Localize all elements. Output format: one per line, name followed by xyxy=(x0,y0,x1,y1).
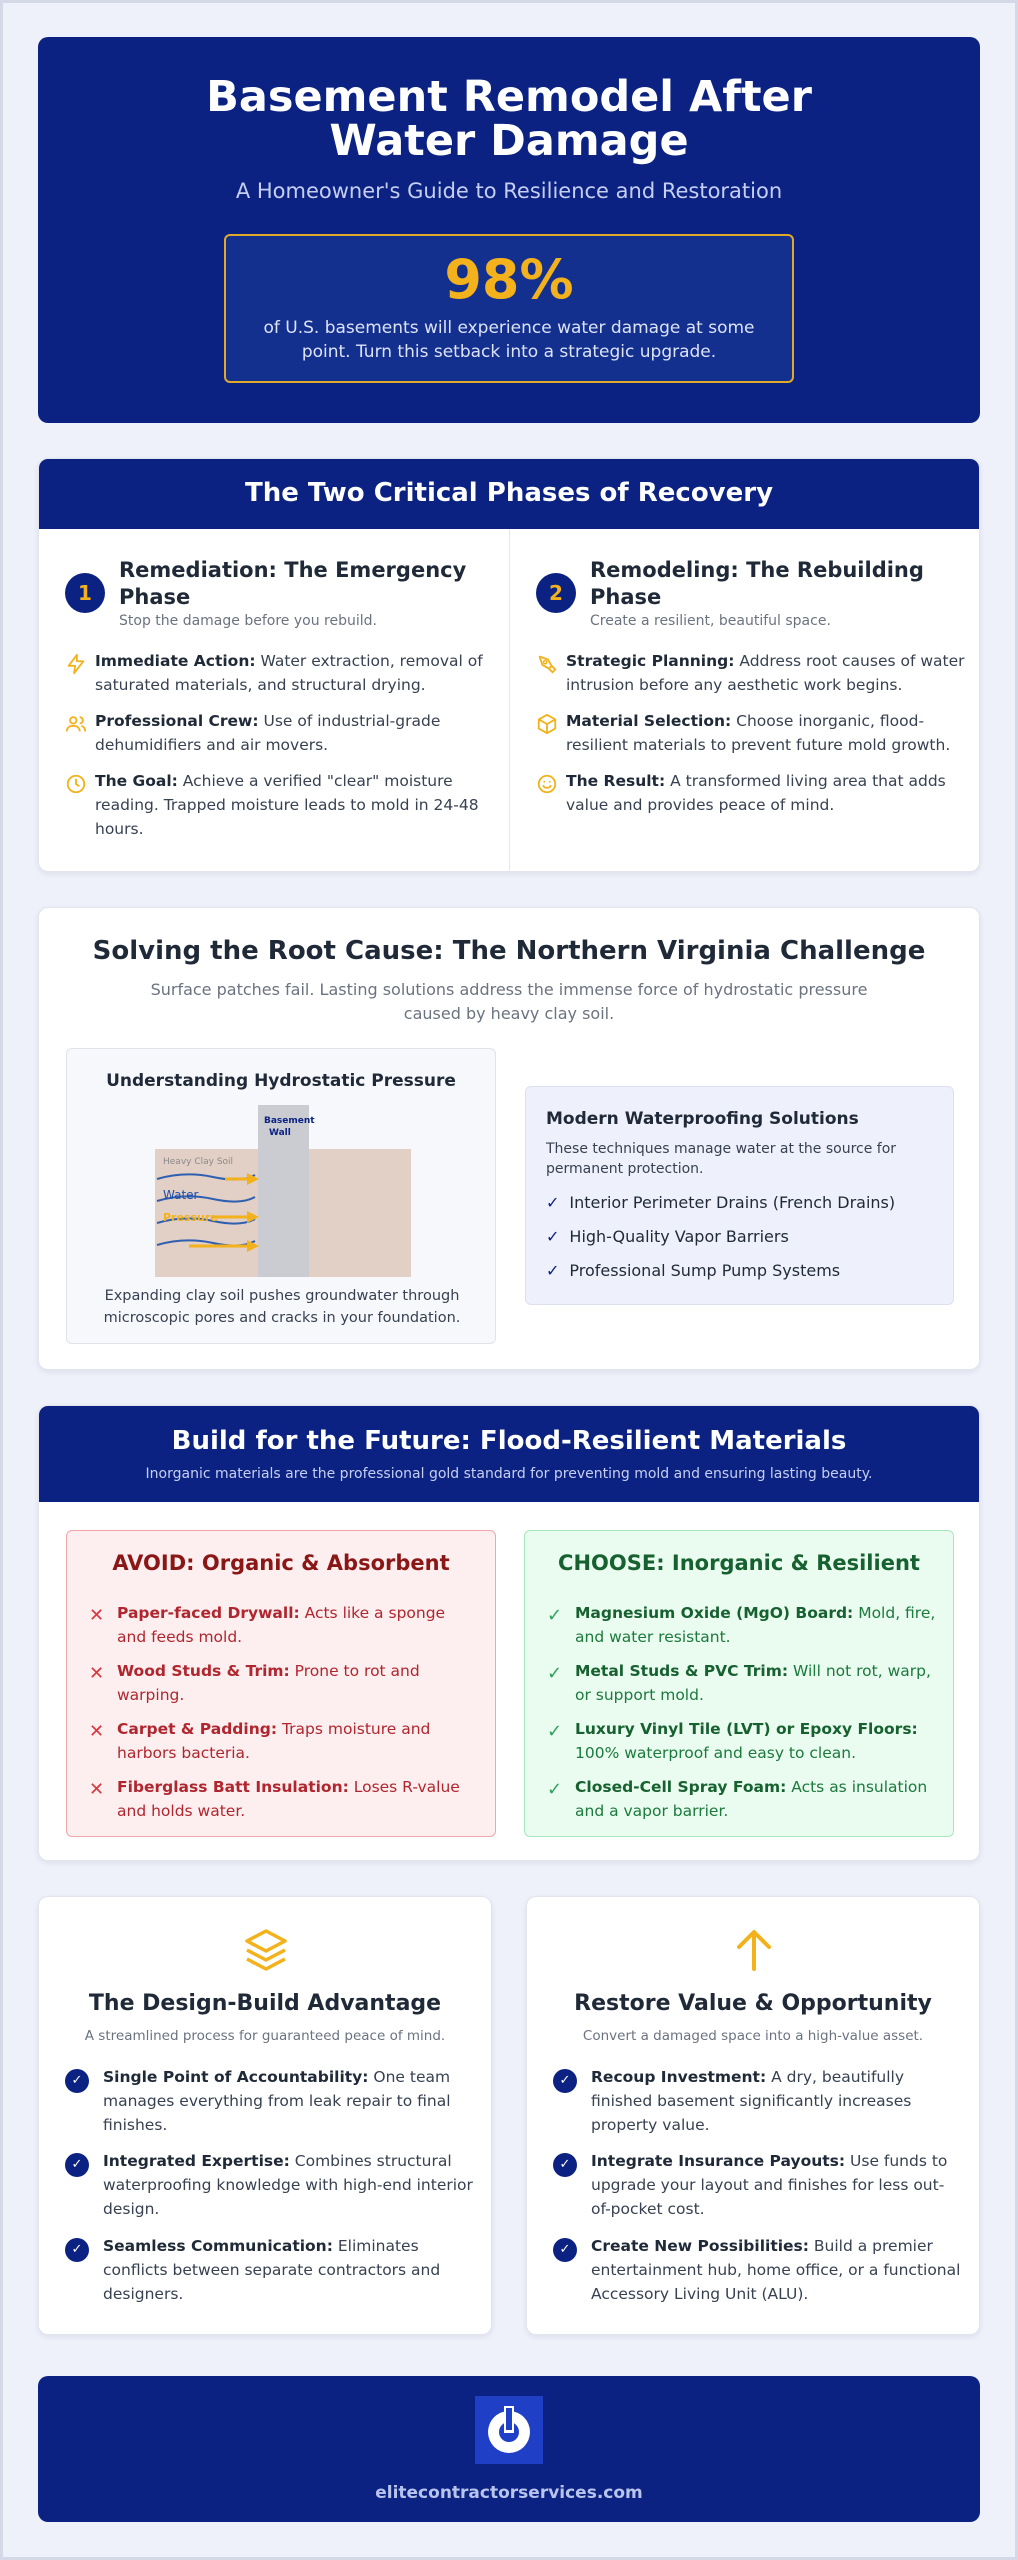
check-icon: ✓ xyxy=(546,1227,560,1246)
page-title: Basement Remodel After Water Damage xyxy=(206,72,812,166)
choose-materials-box xyxy=(524,1530,954,1837)
materials-subtitle: Inorganic materials are the professional gold standard for preventing mold and ensuring lasting beauty. xyxy=(145,1466,873,1482)
page-subtitle: A Homeowner's Guide to Resilience and Restoration xyxy=(235,179,783,203)
avoid-item: Carpet & Padding: Traps moisture and harbors bacteria. xyxy=(117,1720,431,1762)
stat-callout xyxy=(224,234,794,383)
hydrostatic-diagram xyxy=(155,1105,411,1277)
avoid-item: Fiberglass Batt Insulation: Loses R-value and holds water. xyxy=(117,1778,460,1820)
hydrostatic-panel xyxy=(66,1048,496,1344)
phase-number-badge: 2 xyxy=(536,573,576,613)
design-build-card xyxy=(38,1896,492,2335)
phases-header xyxy=(39,459,979,529)
check-icon: ✓ xyxy=(547,1721,563,1742)
solutions-description: These techniques manage water at the source for permanent protection. xyxy=(546,1141,897,1177)
choose-title: CHOOSE: Inorganic & Resilient xyxy=(558,1551,920,1575)
phase-bullet: The Goal: Achieve a verified "clear" moisture reading. Trapped moisture leads to mold in 24-48 hours. xyxy=(95,772,479,838)
footer xyxy=(38,2376,980,2522)
hydrostatic-title: Understanding Hydrostatic Pressure xyxy=(106,1071,456,1091)
phase-title: Remediation: The Emergency Phase xyxy=(119,558,467,609)
smile-icon xyxy=(536,773,558,795)
check-circle-icon: ✓ xyxy=(65,2238,89,2262)
check-circle-icon: ✓ xyxy=(65,2069,89,2093)
phase-bullet: Immediate Action: Water extraction, removal of saturated materials, and structural drying. xyxy=(95,652,483,694)
stat-description: of U.S. basements will experience water damage at some point. Turn this setback into a strategic upgrade. xyxy=(263,318,755,362)
materials-title: Build for the Future: Flood-Resilient Materials xyxy=(171,1426,847,1456)
check-circle-icon: ✓ xyxy=(553,2153,577,2177)
avoid-item: Wood Studs & Trim: Prone to rot and warping. xyxy=(117,1662,420,1704)
value-title: Restore Value & Opportunity xyxy=(574,1991,932,2016)
value-card xyxy=(526,1896,980,2335)
phase-subtitle: Stop the damage before you rebuild. xyxy=(119,613,377,629)
solution-item: ✓ Interior Perimeter Drains (French Drains) xyxy=(546,1193,896,1212)
solutions-title: Modern Waterproofing Solutions xyxy=(546,1109,859,1129)
choose-item: Magnesium Oxide (MgO) Board: Mold, fire, and water resistant. xyxy=(575,1604,936,1646)
x-icon: ✕ xyxy=(89,1779,105,1800)
hydrostatic-caption: Expanding clay soil pushes groundwater through microscopic pores and cracks in your foundation. xyxy=(103,1288,461,1326)
check-icon: ✓ xyxy=(546,1193,560,1212)
materials-header xyxy=(39,1406,979,1502)
phase-bullet: Strategic Planning: Address root causes of water intrusion before any aesthetic work begins. xyxy=(566,652,965,694)
phases-title: The Two Critical Phases of Recovery xyxy=(244,478,774,508)
check-icon: ✓ xyxy=(546,1261,560,1280)
soil-label: Heavy Clay Soil xyxy=(163,1157,234,1167)
website-link[interactable]: elitecontractorservices.com xyxy=(375,2483,643,2503)
users-icon xyxy=(65,713,87,735)
phase-remodeling xyxy=(510,529,980,872)
phase-bullet: The Result: A transformed living area that adds value and provides peace of mind. xyxy=(566,772,946,814)
choose-item: Closed-Cell Spray Foam: Acts as insulation and a vapor barrier. xyxy=(575,1778,928,1820)
phase-bullet: Material Selection: Choose inorganic, flood-resilient materials to prevent future mold growth. xyxy=(566,712,951,754)
check-circle-icon: ✓ xyxy=(553,2069,577,2093)
choose-item: Metal Studs & PVC Trim: Will not rot, warp, or support mold. xyxy=(575,1662,931,1704)
avoid-materials-box xyxy=(66,1530,496,1837)
arrow-up-icon xyxy=(729,1925,779,1975)
phase-number-badge: 1 xyxy=(65,573,105,613)
root-cause-intro: Surface patches fail. Lasting solutions address the immense force of hydrostatic pressure caused by heavy clay soil. xyxy=(150,980,868,1023)
pressure-label: Pressure xyxy=(163,1211,218,1224)
company-logo xyxy=(475,2396,543,2464)
layers-icon xyxy=(241,1925,291,1975)
pen-tool-icon xyxy=(536,653,558,675)
check-icon: ✓ xyxy=(547,1605,563,1626)
lightning-icon xyxy=(65,653,87,675)
avoid-title: AVOID: Organic & Absorbent xyxy=(112,1551,450,1575)
x-icon: ✕ xyxy=(89,1663,105,1684)
check-circle-icon: ✓ xyxy=(65,2153,89,2177)
check-circle-icon: ✓ xyxy=(553,2238,577,2262)
phases-card xyxy=(38,458,980,872)
solution-item: ✓ Professional Sump Pump Systems xyxy=(546,1261,841,1280)
phase-subtitle: Create a resilient, beautiful space. xyxy=(590,613,831,629)
stat-value: 98% xyxy=(444,248,574,311)
choose-item: Luxury Vinyl Tile (LVT) or Epoxy Floors: 100% waterproof and easy to clean. xyxy=(575,1720,918,1762)
value-subtitle: Convert a damaged space into a high-value asset. xyxy=(582,2028,924,2044)
value-item: Create New Possibilities: Build a premier entertainment hub, home office, or a functional Accessory Living Unit (ALU). xyxy=(591,2237,961,2303)
waterproofing-solutions xyxy=(525,1086,954,1305)
root-cause-card xyxy=(38,907,980,1370)
cube-icon xyxy=(536,713,558,735)
solution-item: ✓ High-Quality Vapor Barriers xyxy=(546,1227,789,1246)
advantage-item: Single Point of Accountability: One team manages everything from leak repair to final finishes. xyxy=(103,2068,451,2134)
value-item: Integrate Insurance Payouts: Use funds to upgrade your layout and finishes for less out-of-pocket cost. xyxy=(591,2152,948,2218)
clock-icon xyxy=(65,773,87,795)
value-item: Recoup Investment: A dry, beautifully finished basement significantly increases property value. xyxy=(591,2068,912,2134)
check-icon: ✓ xyxy=(547,1663,563,1684)
phase-remediation xyxy=(39,529,510,872)
advantage-item: Seamless Communication: Eliminates conflicts between separate contractors and designers. xyxy=(103,2237,441,2303)
design-build-subtitle: A streamlined process for guaranteed peace of mind. xyxy=(84,2028,446,2044)
avoid-item: Paper-faced Drywall: Acts like a sponge and feeds mold. xyxy=(117,1604,446,1646)
check-icon: ✓ xyxy=(547,1779,563,1800)
wall-label-line2: Wall xyxy=(269,1128,291,1138)
materials-card xyxy=(38,1405,980,1861)
phase-bullet: Professional Crew: Use of industrial-grade dehumidifiers and air movers. xyxy=(95,712,441,754)
wall-label-line1: Basement xyxy=(264,1116,315,1126)
phase-title: Remodeling: The Rebuilding Phase xyxy=(590,558,924,609)
water-label: Water xyxy=(163,1188,199,1202)
x-icon: ✕ xyxy=(89,1721,105,1742)
advantage-item: Integrated Expertise: Combines structural waterproofing knowledge with high-end interior design. xyxy=(103,2152,473,2218)
root-cause-title: Solving the Root Cause: The Northern Virginia Challenge xyxy=(92,936,926,966)
hero-banner xyxy=(38,37,980,423)
logo-mark-icon xyxy=(475,2396,543,2464)
design-build-title: The Design-Build Advantage xyxy=(88,1991,442,2016)
x-icon: ✕ xyxy=(89,1605,105,1626)
